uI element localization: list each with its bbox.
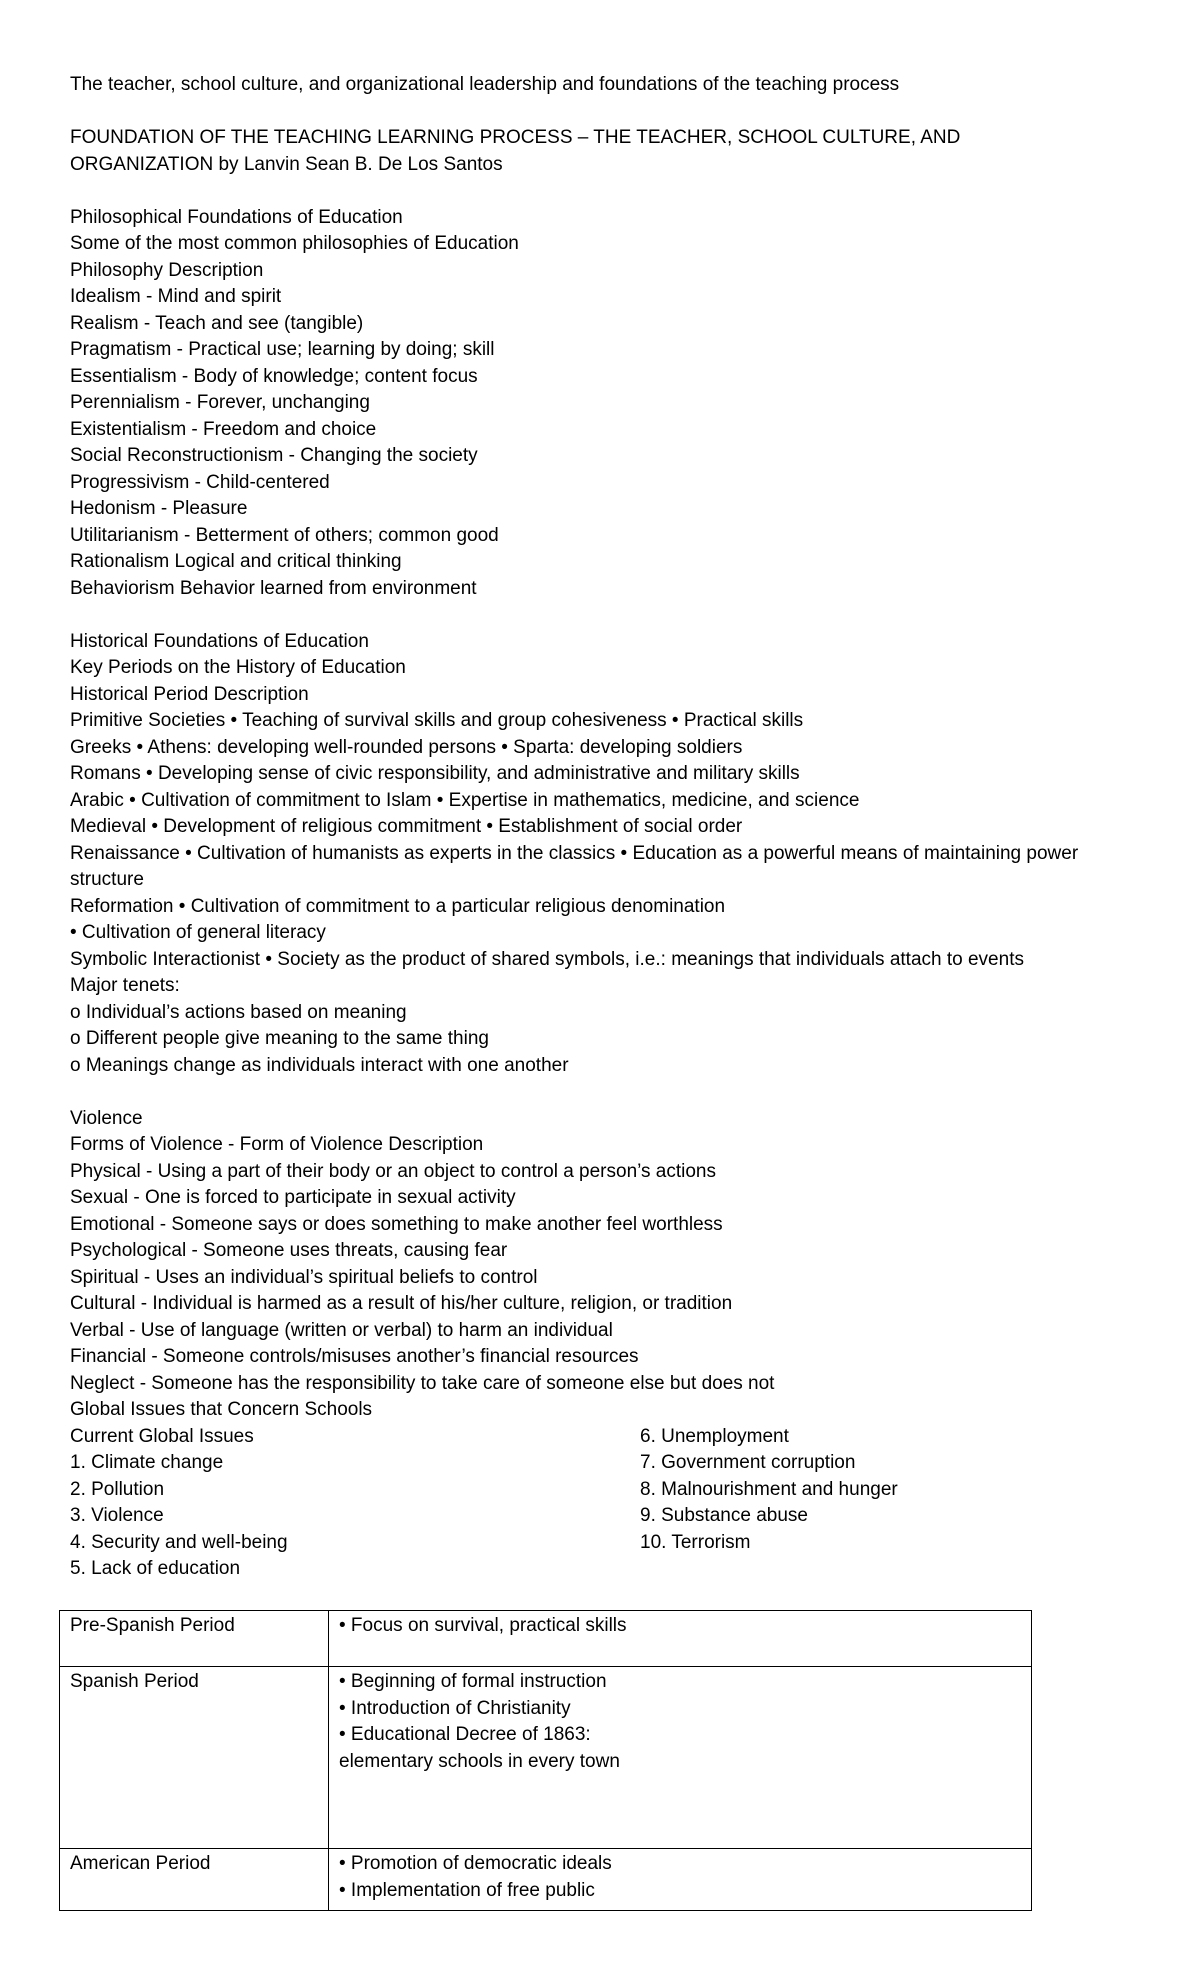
section-heading: Historical Foundations of Education	[70, 630, 369, 652]
period-label: Pre-Spanish Period	[70, 1615, 235, 1636]
historical-item-continued: structure	[70, 869, 144, 890]
tenet-item: o Individual’s actions based on meaning	[70, 1001, 407, 1023]
global-issue-item: 2. Pollution	[70, 1478, 165, 1500]
violence-item: Spiritual - Uses an individual’s spiritual beliefs to control	[70, 1266, 538, 1288]
global-issue-item: 1. Climate change	[70, 1452, 224, 1473]
period-description-cell	[329, 1849, 1032, 1911]
period-description-cell	[329, 1667, 1032, 1849]
section-subheading: Key Periods on the History of Education	[70, 657, 406, 678]
column-header: Philosophy Description	[70, 259, 264, 281]
historical-section	[70, 629, 1150, 1080]
period-description-item: elementary schools in every town	[339, 1750, 620, 1772]
global-issues-list	[70, 1424, 1150, 1583]
philosophy-item: Rationalism Logical and critical thinking	[70, 551, 402, 572]
document-title: The teacher, school culture, and organizational leadership and foundations of the teaching process	[70, 74, 900, 95]
violence-item: Verbal - Use of language (written or verbal) to harm an individual	[70, 1319, 613, 1341]
historical-item: Romans • Developing sense of civic responsibility, and administrative and military skills	[70, 763, 800, 784]
column-header: Forms of Violence - Form of Violence Description	[70, 1134, 484, 1155]
section-heading: Philosophical Foundations of Education	[70, 206, 403, 228]
philosophy-item: Essentialism - Body of knowledge; content focus	[70, 365, 478, 387]
philosophy-item: Progressivism - Child-centered	[70, 471, 330, 493]
historical-item: • Cultivation of general literacy	[70, 922, 326, 943]
document-heading-line-2: ORGANIZATION by Lanvin Sean B. De Los Santos	[70, 153, 503, 175]
column-header: Historical Period Description	[70, 683, 309, 705]
period-description-item: • Introduction of Christianity	[339, 1697, 571, 1719]
period-description-item: • Focus on survival, practical skills	[339, 1615, 627, 1636]
period-description-item: • Beginning of formal instruction	[339, 1671, 607, 1692]
document-heading-line-1: FOUNDATION OF THE TEACHING LEARNING PROCESS – THE TEACHER, SCHOOL CULTURE, AND	[70, 127, 961, 148]
historical-item: Medieval • Development of religious commitment • Establishment of social order	[70, 816, 743, 837]
violence-item: Cultural - Individual is harmed as a result of his/her culture, religion, or tradition	[70, 1293, 733, 1314]
violence-section	[70, 1106, 1150, 1424]
period-label-cell	[60, 1611, 329, 1667]
philosophy-item: Idealism - Mind and spirit	[70, 286, 282, 307]
philosophy-item: Utilitarianism - Betterment of others; common good	[70, 524, 499, 546]
global-issue-item: 8. Malnourishment and hunger	[640, 1478, 898, 1500]
period-description-item: • Educational Decree of 1863:	[339, 1724, 591, 1745]
global-issue-item: 7. Government corruption	[640, 1452, 856, 1473]
global-issue-item: 10. Terrorism	[640, 1531, 751, 1553]
section-subheading: Some of the most common philosophies of Education	[70, 233, 519, 254]
global-issues-left-column	[70, 1424, 640, 1583]
violence-item: Emotional - Someone says or does something to make another feel worthless	[70, 1213, 723, 1235]
tenet-item: o Meanings change as individuals interact with one another	[70, 1054, 569, 1076]
table-row	[60, 1667, 1032, 1849]
global-issues-heading: Current Global Issues	[70, 1425, 254, 1447]
violence-item: Physical - Using a part of their body or an object to control a person’s actions	[70, 1160, 716, 1182]
period-description-cell	[329, 1611, 1032, 1667]
violence-item: Neglect - Someone has the responsibility to take care of someone else but does not	[70, 1372, 775, 1394]
violence-item: Psychological - Someone uses threats, causing fear	[70, 1240, 508, 1261]
philosophy-item: Behaviorism Behavior learned from environment	[70, 577, 477, 599]
historical-item: Reformation • Cultivation of commitment to a particular religious denomination	[70, 895, 726, 917]
tenet-item: o Different people give meaning to the same thing	[70, 1028, 489, 1049]
historical-item: Greeks • Athens: developing well-rounded persons • Sparta: developing soldiers	[70, 736, 743, 758]
historical-item: Primitive Societies • Teaching of survival skills and group cohesiveness • Practical skills	[70, 710, 804, 731]
table-row	[60, 1849, 1032, 1911]
table-row	[60, 1611, 1032, 1667]
global-issue-item: 6. Unemployment	[640, 1425, 789, 1447]
period-description-item: • Implementation of free public	[339, 1879, 595, 1901]
period-label-cell	[60, 1667, 329, 1849]
global-issues-right-column	[640, 1424, 1120, 1557]
philosophical-section	[70, 205, 1150, 603]
philippine-periods-table	[59, 1610, 1032, 1911]
philosophy-item: Hedonism - Pleasure	[70, 498, 248, 519]
philosophy-item: Pragmatism - Practical use; learning by doing; skill	[70, 339, 495, 360]
period-label: American Period	[70, 1853, 211, 1874]
historical-item: Arabic • Cultivation of commitment to Islam • Expertise in mathematics, medicine, and science	[70, 789, 860, 811]
global-issue-item: 3. Violence	[70, 1505, 164, 1526]
philosophy-item: Perennialism - Forever, unchanging	[70, 392, 370, 413]
section-heading: Violence	[70, 1107, 143, 1129]
philosophy-item: Realism - Teach and see (tangible)	[70, 312, 364, 334]
violence-item: Financial - Someone controls/misuses another’s financial resources	[70, 1346, 639, 1367]
tenets-heading: Major tenets:	[70, 975, 180, 996]
historical-item: Renaissance • Cultivation of humanists as experts in the classics • Education as a powerful means of maintaining power	[70, 842, 1079, 864]
period-description-item: • Promotion of democratic ideals	[339, 1853, 612, 1874]
global-issue-item: 9. Substance abuse	[640, 1505, 808, 1526]
period-label-cell	[60, 1849, 329, 1911]
historical-item: Symbolic Interactionist • Society as the product of shared symbols, i.e.: meanings that individuals attach to events	[70, 948, 1024, 970]
document-page	[70, 72, 1150, 1583]
period-label: Spanish Period	[70, 1671, 199, 1692]
section-heading: Global Issues that Concern Schools	[70, 1399, 373, 1420]
violence-item: Sexual - One is forced to participate in sexual activity	[70, 1187, 516, 1208]
philosophy-item: Existentialism - Freedom and choice	[70, 418, 377, 440]
global-issue-item: 5. Lack of education	[70, 1558, 241, 1579]
global-issue-item: 4. Security and well-being	[70, 1531, 288, 1553]
philosophy-item: Social Reconstructionism - Changing the society	[70, 445, 478, 466]
